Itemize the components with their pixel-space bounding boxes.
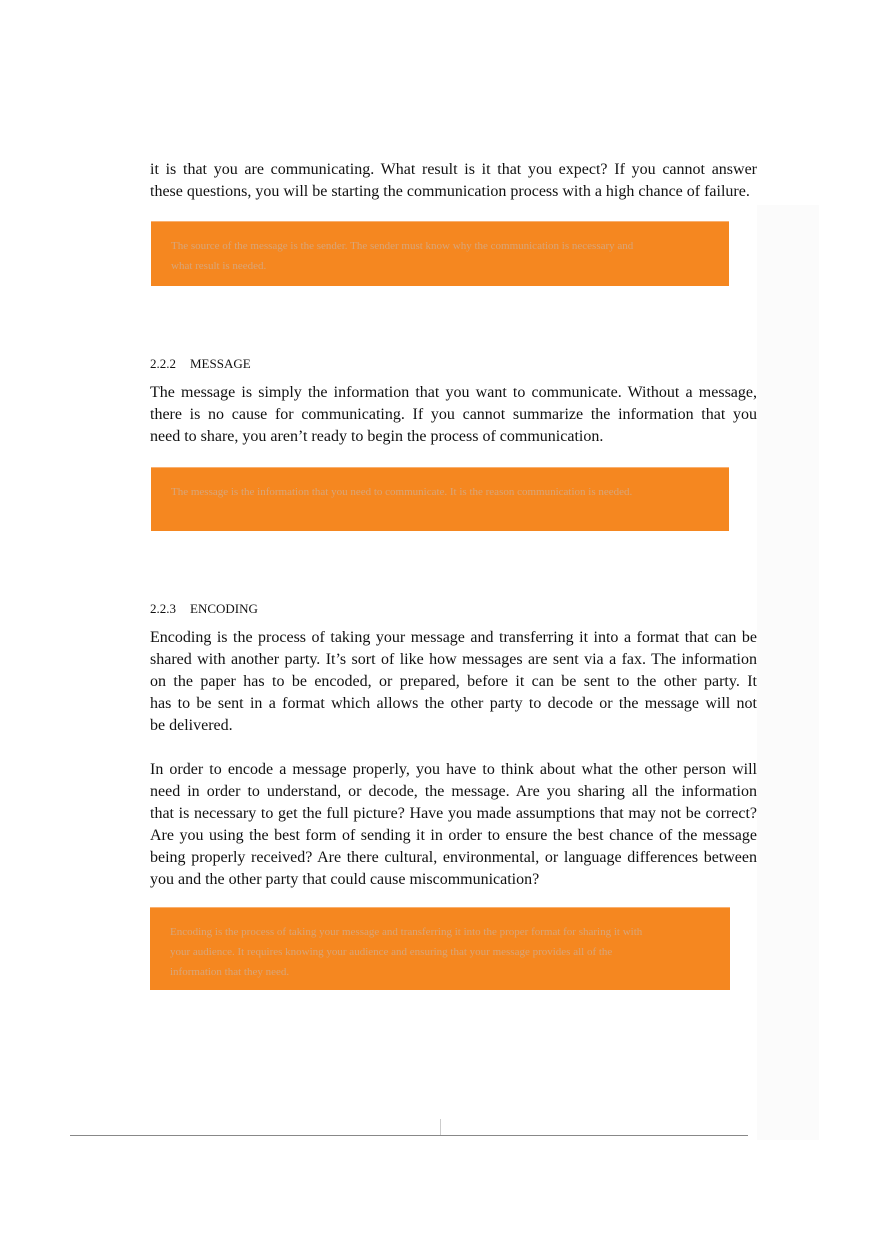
section-heading-message bbox=[150, 356, 251, 372]
callout-source bbox=[151, 221, 729, 286]
callout-text: Encoding is the process of taking your message and transferring it into the proper format for sharing it with your audience. It requires knowing your audience and ensuring that your message provides all of the information that they need. bbox=[170, 926, 643, 978]
text-line: being properly received? Are there cultural, environmental, or language differences between bbox=[150, 849, 757, 866]
text-line: need in order to understand, or decode, the message. Are you sharing all the information bbox=[150, 783, 757, 800]
text-line: it is that you are communicating. What result is it that you expect? If you cannot answer bbox=[150, 161, 757, 178]
footer-divider-tick bbox=[440, 1119, 441, 1135]
text-line: Are you using the best form of sending it in order to ensure the best chance of the message bbox=[150, 827, 757, 844]
text-line: shared with another party. It’s sort of like how messages are sent via a fax. The information bbox=[150, 651, 757, 668]
text-line: need to share, you aren’t ready to begin the process of communication. bbox=[150, 428, 604, 445]
text-line: these questions, you will be starting the communication process with a high chance of failure. bbox=[150, 183, 750, 200]
text-line: has to be sent in a format which allows the other party to decode or the message will not bbox=[150, 695, 757, 712]
message-paragraph bbox=[150, 382, 757, 448]
section-title: MESSAGE bbox=[190, 356, 251, 371]
text-line: The message is simply the information that you want to communicate. Without a message, bbox=[150, 384, 757, 401]
intro-paragraph bbox=[150, 159, 757, 203]
text-line: there is no cause for communicating. If you cannot summarize the information that you bbox=[150, 406, 757, 423]
text-line: In order to encode a message properly, you have to think about what the other person will bbox=[150, 761, 757, 778]
section-title: ENCODING bbox=[190, 601, 258, 616]
text-line: you and the other party that could cause miscommunication? bbox=[150, 871, 540, 888]
callout-text: The source of the message is the sender. The sender must know why the communication is necessary and what result is needed. bbox=[171, 240, 634, 272]
footer-rule bbox=[70, 1135, 748, 1136]
section-number: 2.2.3 bbox=[150, 601, 176, 616]
text-line: be delivered. bbox=[150, 717, 233, 734]
callout-message bbox=[151, 467, 729, 531]
callout-text: The message is the information that you need to communicate. It is the reason communication is needed. bbox=[171, 486, 633, 498]
encoding-paragraph-2 bbox=[150, 759, 757, 891]
text-line: that is necessary to get the full picture? Have you made assumptions that may not be correct? bbox=[150, 805, 757, 822]
text-line: on the paper has to be encoded, or prepared, before it can be sent to the other party. It bbox=[150, 673, 757, 690]
section-heading-encoding bbox=[150, 601, 258, 617]
page-margin-shade bbox=[757, 205, 819, 1140]
text-line: Encoding is the process of taking your message and transferring it into a format that can be bbox=[150, 629, 757, 646]
encoding-paragraph-1 bbox=[150, 627, 757, 737]
callout-encoding bbox=[150, 907, 730, 990]
section-number: 2.2.2 bbox=[150, 356, 176, 371]
